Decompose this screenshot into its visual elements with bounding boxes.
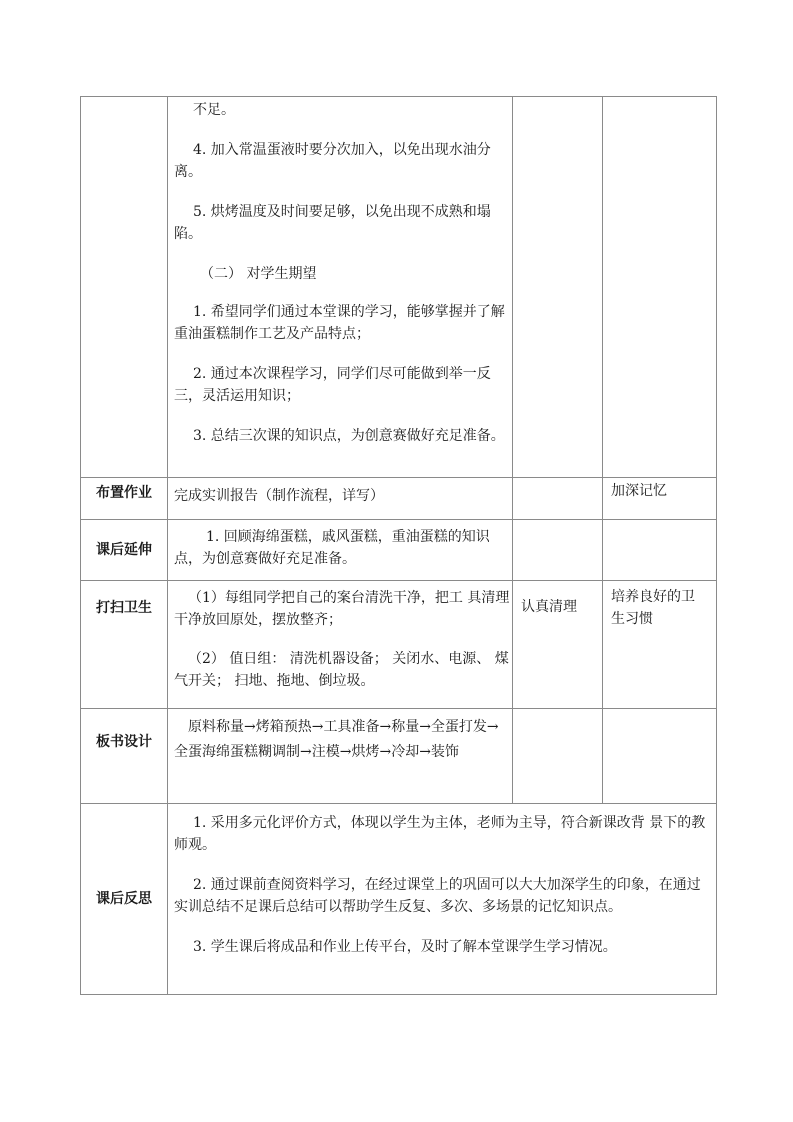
expectations-heading: （二） 对学生期望 [200, 266, 317, 282]
homework-content-cell [168, 478, 513, 520]
board-content-cell [168, 709, 513, 804]
extension-content: 1. 回顾海绵蛋糕，戚风蛋糕，重油蛋糕的知识点，为创意赛做好充足准备。 [174, 529, 490, 567]
reflection-text-0: 1. 采用多元化评价方式，体现以学生为主体，老师为主导，符合新课改背 景下的教师观。 [174, 815, 706, 853]
continuation-col3-cell [513, 97, 603, 478]
homework-intent: 加深记忆 [611, 483, 667, 499]
cleaning-content-cell [168, 581, 513, 709]
cleaning-text-1: （2） 值日组： 清洗机器设备； 关闭水、电源、 煤气开关； 扫地、拖地、倒垃圾。 [174, 651, 509, 689]
reflection-text-2: 3. 学生课后将成品和作业上传平台，及时了解本堂课学生学习情况。 [193, 939, 617, 955]
cleaning-activity-cell [513, 581, 603, 709]
homework-label: 布置作业 [81, 478, 168, 520]
cleaning-label: 打扫卫生 [81, 581, 168, 709]
cleaning-student-activity: 认真清理 [521, 599, 577, 615]
homework-row [81, 478, 717, 520]
homework-intent-cell [603, 478, 717, 520]
lesson-plan-table [80, 96, 717, 995]
extension-col3-cell [513, 520, 603, 581]
extension-content-cell [168, 520, 513, 581]
cleaning-text-0: （1）每组同学把自己的案台清洗干净，把工 具清理干净放回原处，摆放整齐； [174, 590, 510, 628]
board-content: 原料称量→烤箱预热→工具准备→称量→全蛋打发→全蛋海绵蛋糕糊调制→注模→烘烤→冷却→装饰 [174, 719, 499, 760]
continuation-col4-cell [603, 97, 717, 478]
reflection-label: 课后反思 [81, 804, 168, 995]
reflection-text-1: 2. 通过课前查阅资料学习，在经过课堂上的巩固可以大大加深学生的印象，在通过实训总结不足课后总结可以帮助学生反复、多次、多场景的记忆知识点。 [174, 877, 701, 915]
board-col3-cell [513, 709, 603, 804]
continuation-text-5: 2. 通过本次课程学习，同学们尽可能做到举一反三，灵活运用知识； [174, 366, 491, 404]
board-row [81, 709, 717, 804]
continuation-label-cell [81, 97, 168, 478]
continuation-text-1: 4. 加入常温蛋液时要分次加入，以免出现水油分离。 [174, 142, 491, 180]
continuation-text-2: 5. 烘烤温度及时间要足够，以免出现不成熟和塌陷。 [174, 204, 491, 242]
cleaning-intent: 培养良好的卫 生习惯 [611, 589, 695, 627]
reflection-content-cell [168, 804, 717, 995]
homework-col3-cell [513, 478, 603, 520]
cleaning-intent-cell [603, 581, 717, 709]
continuation-content-cell [168, 97, 513, 478]
continuation-text-6: 3. 总结三次课的知识点，为创意赛做好充足准备。 [193, 428, 505, 444]
extension-col4-cell [603, 520, 717, 581]
cleaning-row [81, 581, 717, 709]
board-label: 板书设计 [81, 709, 168, 804]
continuation-row [81, 97, 717, 478]
extension-label: 课后延伸 [81, 520, 168, 581]
board-col4-cell [603, 709, 717, 804]
reflection-row [81, 804, 717, 995]
continuation-text-4: 1. 希望同学们通过本堂课的学习，能够掌握并了解重油蛋糕制作工艺及产品特点； [174, 304, 505, 342]
homework-content: 完成实训报告（制作流程，详写） [174, 488, 384, 504]
continuation-text-0: 不足。 [193, 102, 235, 118]
extension-row [81, 520, 717, 581]
